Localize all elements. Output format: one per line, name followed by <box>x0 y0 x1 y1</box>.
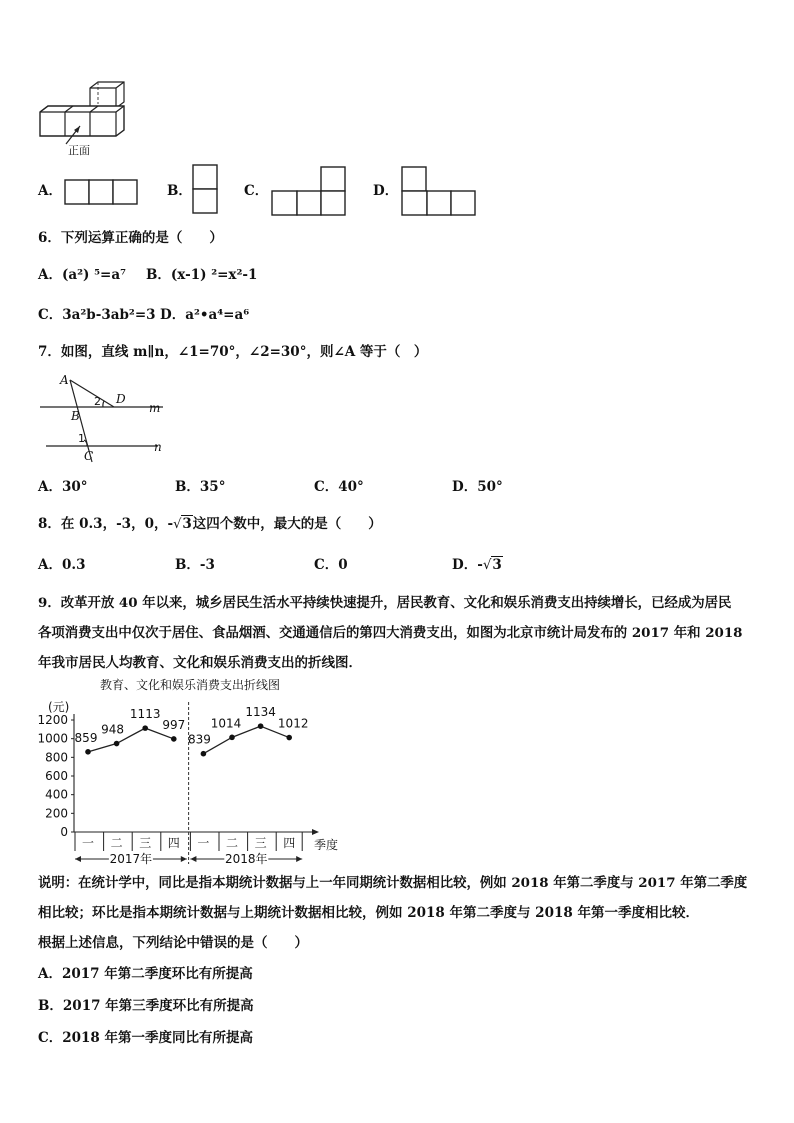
y-tick-label: 1200 <box>37 713 68 727</box>
chart-title: 教育、文化和娱乐消费支出折线图 <box>100 678 281 692</box>
y-tick-label: 0 <box>60 825 68 839</box>
q5-option-c-figure <box>271 166 349 218</box>
q6-option-d: D．a²•a⁴=a⁶ <box>160 307 250 323</box>
y-tick-label: 800 <box>45 750 68 765</box>
point-d-label: D <box>116 392 126 406</box>
q7-option-a: A．30° <box>38 479 88 495</box>
year-bracket-arrow <box>190 856 196 862</box>
year-group-label: 2018年 <box>225 852 268 866</box>
y-axis-unit: (元) <box>48 700 70 714</box>
data-point <box>171 736 177 742</box>
q8-option-b: B．-3 <box>175 557 215 573</box>
q5-option-d-figure <box>401 166 479 218</box>
q5-option-a-figure <box>65 178 140 206</box>
data-value-label: 859 <box>74 730 98 745</box>
data-point <box>286 735 292 741</box>
q7-option-b: B．35° <box>175 479 226 495</box>
chart-ticks <box>37 713 74 839</box>
sqrt-symbol-d: √ <box>482 557 492 573</box>
q9-note-line2: 相比较；环比是指本期统计数据与上期统计数据相比较，例如 2018 年第二季度与 2018 年第一季度相比较． <box>38 905 699 921</box>
data-point <box>201 751 207 757</box>
consumption-line-chart <box>38 674 358 866</box>
q7-option-d: D．50° <box>452 479 503 495</box>
x-category-label: 一 <box>81 836 95 850</box>
sqrt-radicand-d: 3 <box>492 557 502 573</box>
data-value-label: 1014 <box>210 716 242 731</box>
year-group-label: 2017年 <box>109 852 153 866</box>
x-category-label: 三 <box>139 836 152 850</box>
data-point <box>142 725 148 731</box>
data-value-label: 1113 <box>129 707 161 722</box>
x-category-label: 二 <box>110 836 123 850</box>
q8-stem <box>38 515 382 534</box>
y-tick-label: 200 <box>45 806 68 821</box>
q9-option-b: B．2017 年第三季度环比有所提高 <box>38 998 254 1014</box>
x-axis-arrow <box>312 829 319 835</box>
x-axis-label: 季度 <box>314 838 339 852</box>
y-tick-label: 400 <box>45 787 68 802</box>
q7-stem: 7．如图，直线 m∥n，∠1=70°，∠2=30°，则∠A 等于（ ） <box>38 344 428 360</box>
q9-stem-line1: 9．改革开放 40 年以来，城乡居民生活水平持续快速提升，居民教育、文化和娱乐消费支出持续增长，已经成为居民 <box>38 595 732 611</box>
data-value-label: 948 <box>101 722 125 737</box>
sqrt-radicand: 3 <box>182 516 192 532</box>
q5-option-d-label: D． <box>373 183 399 199</box>
q9-question: 根据上述信息，下列结论中错误的是（ ） <box>38 935 308 951</box>
line-n-label: n <box>154 440 162 454</box>
point-b-label: B <box>71 409 80 423</box>
q8-option-d <box>452 556 503 574</box>
x-category-label: 一 <box>197 836 210 850</box>
q7-option-c: C．40° <box>314 479 364 495</box>
q9-option-a: A．2017 年第二季度环比有所提高 <box>38 966 253 982</box>
q9-note-line1: 说明：在统计学中，同比是指本期统计数据与上一年同期统计数据相比较，例如 2018 年第二季度与 2017 年第二季度 <box>38 875 748 891</box>
point-c-label: C <box>84 449 94 463</box>
data-value-label: 839 <box>187 732 211 747</box>
data-point <box>114 741 120 747</box>
q8-option-d-prefix: D．- <box>452 557 483 573</box>
q9-stem-line2: 各项消费支出中仅次于居住、食品烟酒、交通通信后的第四大消费支出，如图为北京市统计局发布的 2017 年和 2018 <box>38 625 743 641</box>
data-value-label: 997 <box>162 717 186 732</box>
q8-option-a: A．0.3 <box>38 557 86 573</box>
x-category-label: 二 <box>225 836 239 850</box>
q9-option-c: C．2018 年第一季度同比有所提高 <box>38 1030 254 1046</box>
year-bracket-arrow <box>296 856 302 862</box>
q5-option-b-label: B． <box>167 183 192 199</box>
angle-1-label: 1 <box>78 432 85 445</box>
year-bracket-arrow <box>181 856 187 862</box>
q6-option-c: C．3a²b-3ab²=3 <box>38 307 156 323</box>
data-point <box>258 723 264 729</box>
q5-option-c-label: C． <box>244 183 269 199</box>
x-category-label: 三 <box>254 836 267 850</box>
y-tick-label: 1000 <box>37 731 68 746</box>
front-label: 正面 <box>68 144 90 157</box>
y-tick-label: 600 <box>45 769 68 783</box>
year-bracket-arrow <box>75 856 81 862</box>
data-value-label: 1134 <box>245 705 276 720</box>
angle-2-label: 2 <box>94 395 101 408</box>
data-point <box>229 735 235 741</box>
q9-stem-line3: 年我市居民人均教育、文化和娱乐消费支出的折线图． <box>38 655 362 671</box>
q5-option-a-label: A． <box>38 183 62 199</box>
q8-stem-end: 这四个数中，最大的是（ ） <box>192 516 382 532</box>
line-m-label: m <box>149 401 161 415</box>
data-point <box>85 749 91 755</box>
x-category-label: 四 <box>167 836 180 850</box>
q5-option-b-figure <box>192 164 218 216</box>
sqrt-symbol: √ <box>173 517 182 532</box>
cube-stack-figure <box>38 82 138 157</box>
point-a-label: A <box>60 373 69 387</box>
q8-option-c: C．0 <box>314 557 348 573</box>
x-category-label: 四 <box>283 836 296 850</box>
q6-stem: 6．下列运算正确的是（ ） <box>38 230 223 246</box>
q8-stem-start: 8．在 0.3，-3，0，- <box>38 516 174 532</box>
q7-figure <box>38 370 178 465</box>
data-value-label: 1012 <box>277 716 309 731</box>
q6-option-b: B．(x-1) ²=x²-1 <box>146 267 258 283</box>
q6-option-a: A．(a²) ⁵=a⁷ <box>38 267 126 283</box>
